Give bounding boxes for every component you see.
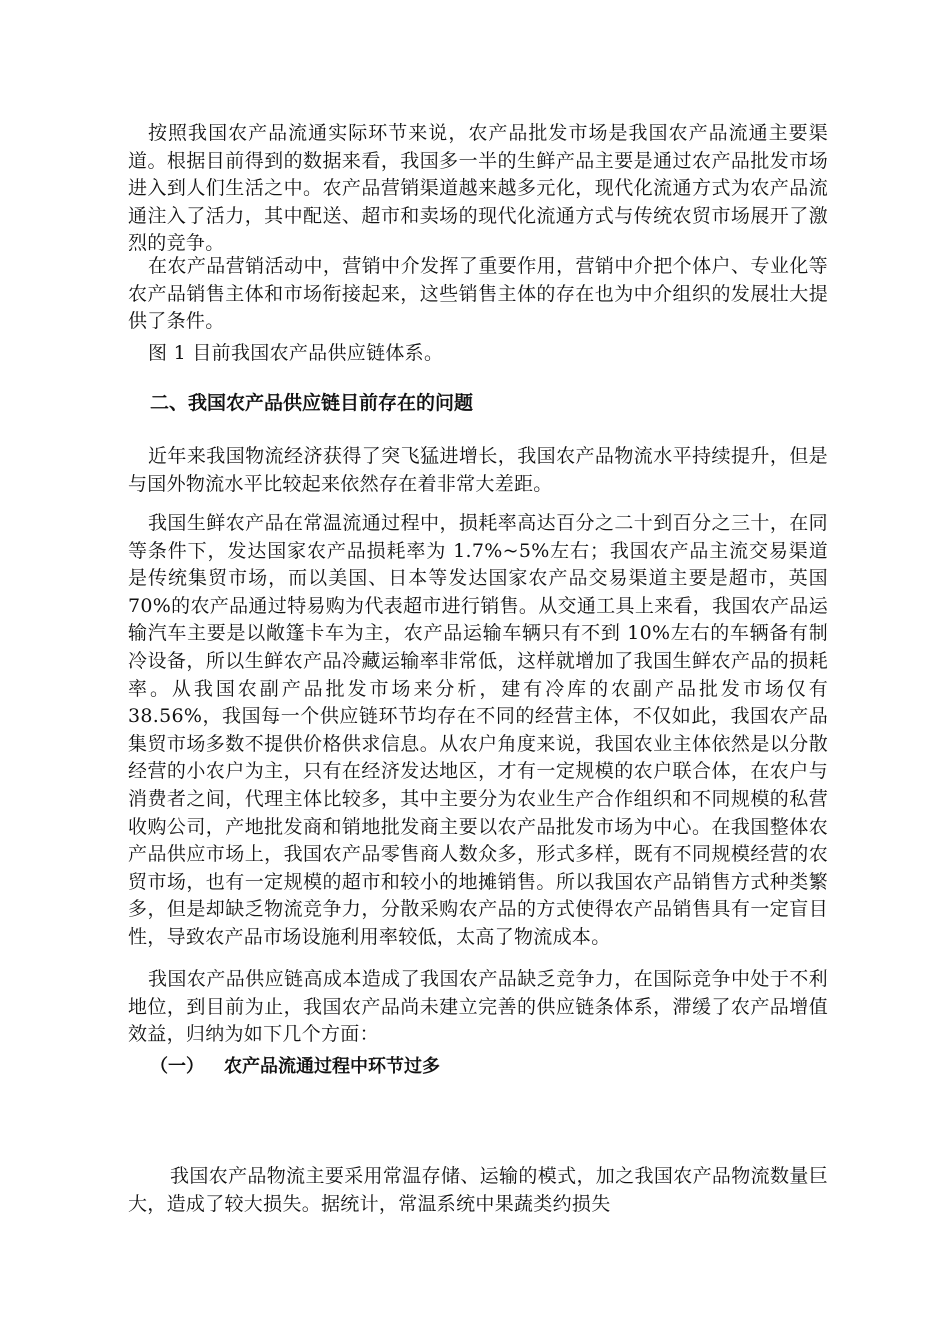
- figure-caption: 图 1 目前我国农产品供应链体系。: [148, 342, 444, 364]
- sub-heading-text: 农产品流通过程中环节过多: [224, 1056, 440, 1077]
- paragraph-5: 我国农产品供应链高成本造成了我国农产品缺乏竞争力，在国际竞争中处于不利地位，到目前为止，我国农产品尚未建立完善的供应链条体系，滞缓了农产品增值效益，归纳为如下几个方面：: [128, 968, 828, 1046]
- paragraph-6: 我国农产品物流主要采用常温存储、运输的模式，加之我国农产品物流数量巨大，造成了较大损失。据统计，常温系统中果蔬类约损失: [128, 1165, 828, 1215]
- sub-heading: [150, 1053, 440, 1081]
- paragraph-4: 我国生鲜农产品在常温流通过程中，损耗率高达百分之二十到百分之三十，在同等条件下，发达国家农产品损耗率为 1.7%~5%左右；我国农产品主流交易渠道是传统集贸市场，而以美国、日本等发达国家农产品交易渠道主要是超市，英国 70%的农产品通过特易购为代表超市进行销售。从交通工具上来看，我国农产品运输汽车主要是以敞篷卡车为主，农产品运输车辆只有不到 10%左右的车辆备有制冷设备，所以生鲜农产品冷藏运输率非常低，这样就增加了我国生鲜农产品的损耗率。从我国农副产品批发市场来分析，建有冷库的农副产品批发市场仅有 38.56%，我国每一个供应链环节均存在不同的经营主体，不仅如此，我国农产品集贸市场多数不提供价格供求信息。从农户角度来说，我国农业主体依然是以分散经营的小农户为主，只有在经济发达地区，才有一定规模的农户联合体，在农户与消费者之间，代理主体比较多，其中主要分为农业生产合作组织和不同规模的私营收购公司，产地批发商和销地批发商主要以农产品批发市场为中心。在我国整体农产品供应市场上，我国农产品零售商人数众多，形式多样，既有不同规模经营的农贸市场，也有一定规模的超市和较小的地摊销售。所以我国农产品销售方式种类繁多，但是却缺乏物流竞争力，分散采购农产品的方式使得农产品销售具有一定盲目性，导致农产品市场设施利用率较低，太高了物流成本。: [128, 512, 828, 948]
- paragraph-3: 近年来我国物流经济获得了突飞猛进增长，我国农产品物流水平持续提升，但是与国外物流水平比较起来依然存在着非常大差距。: [128, 445, 828, 495]
- sub-heading-number: （一）: [150, 1056, 204, 1077]
- section-heading: 二、我国农产品供应链目前存在的问题: [150, 392, 474, 414]
- paragraph-1: 按照我国农产品流通实际环节来说，农产品批发市场是我国农产品流通主要渠道。根据目前得到的数据来看，我国多一半的生鲜产品主要是通过农产品批发市场进入到人们生活之中。农产品营销渠道越来越多元化，现代化流通方式为农产品流通注入了活力，其中配送、超市和卖场的现代化流通方式与传统农贸市场展开了激烈的竞争。: [128, 122, 828, 255]
- paragraph-2: 在农产品营销活动中，营销中介发挥了重要作用，营销中介把个体户、专业化等农产品销售主体和市场衔接起来，这些销售主体的存在也为中介组织的发展壮大提供了条件。: [128, 255, 828, 333]
